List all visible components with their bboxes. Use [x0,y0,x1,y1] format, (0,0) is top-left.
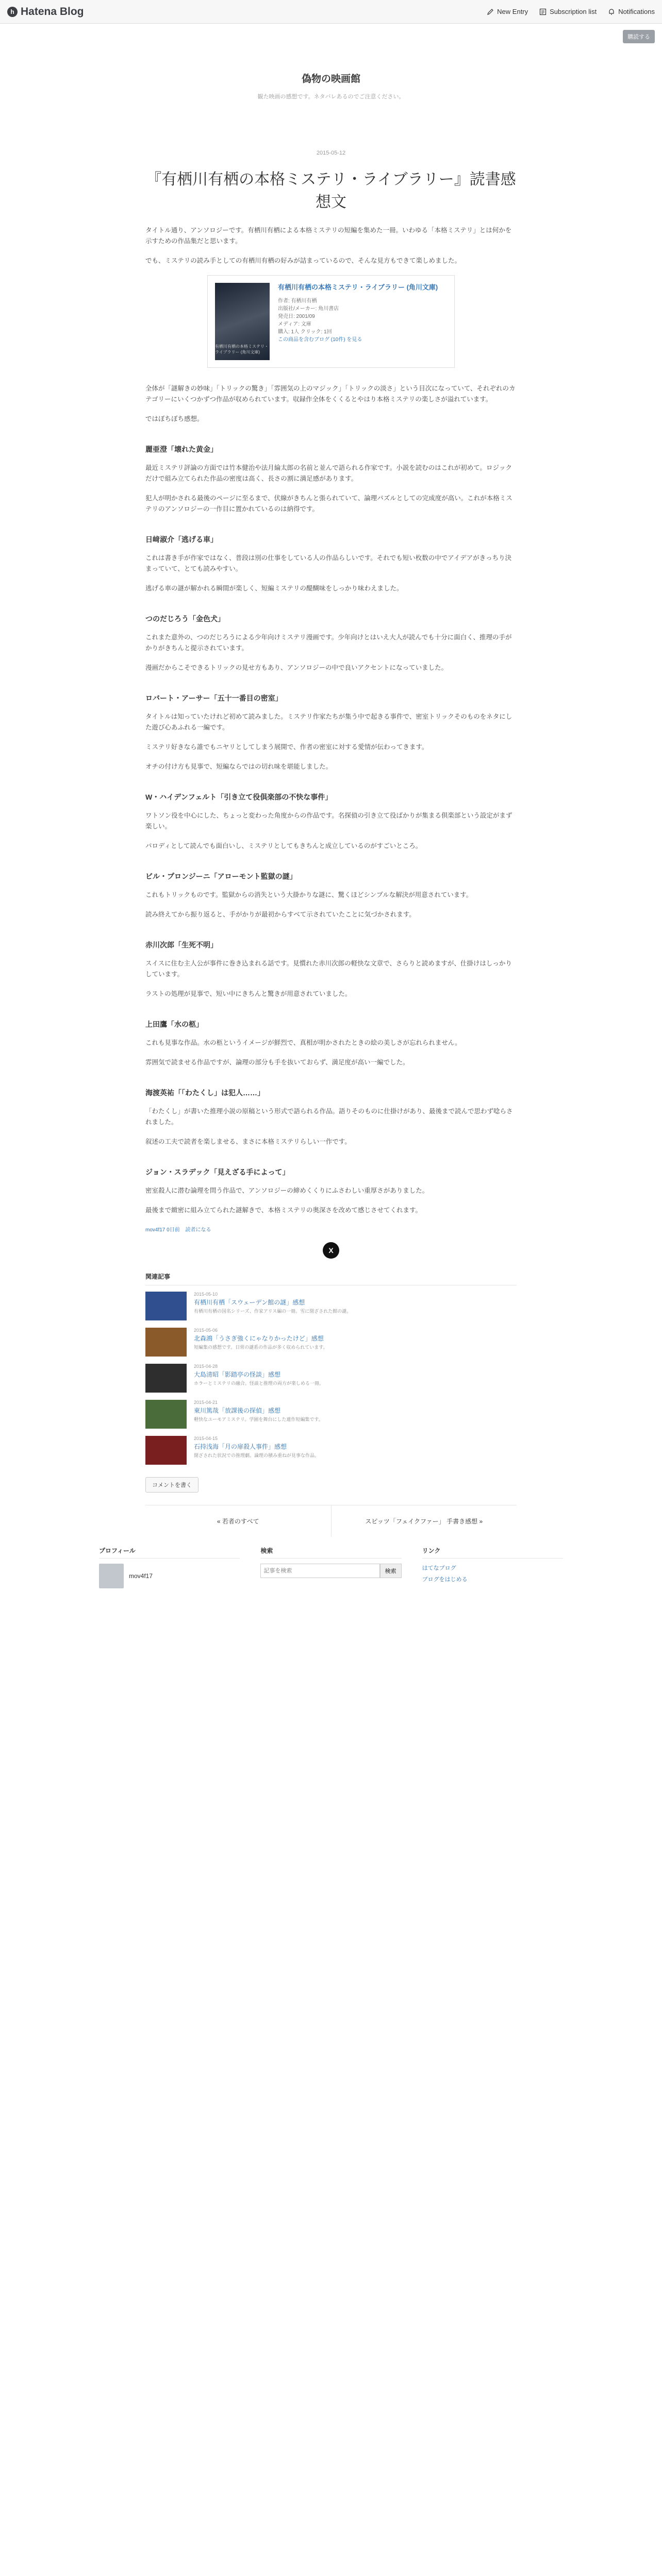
paragraph: これもトリックものです。監獄からの消失という大掛かりな謎に、驚くほどシンプルな解決が用意されています。 [145,891,473,899]
related-text [194,1400,323,1429]
related-excerpt: ホラーとミステリの融合。怪談と推理の両方が楽しめる一冊。 [194,1381,324,1386]
section-heading: 上田鷹「水の柩」 [145,1020,203,1028]
entry-after-card [145,383,517,425]
related-thumbnail[interactable] [145,1292,187,1320]
product-info [278,283,438,344]
search-input[interactable] [260,1564,379,1578]
product-detail-line: 作者: 有栖川有栖 [278,298,317,304]
paragraph: 最近ミステリ評論の方面では竹本健治や法月綸太郎の名前と並んで語られる作家です。小説を読むのはこれが初めて。ロジックだけで組み立てられた作品の密度は高く、長さの割に満足感があります。 [145,464,512,482]
paragraph: スイスに住む主人公が事件に巻き込まれる話です。見慣れた赤川次郎の軽快な文章で、さらりと読めますが、仕掛けはしっかりしています。 [145,960,512,978]
section-heading: 日﨑淑介「逃げる車」 [145,535,218,544]
paragraph: 読み終えてから振り返ると、手がかりが最初からすべて示されていたことに気づかされます。 [145,911,416,918]
search-module [260,1546,401,1588]
product-detail-line: 購入: 1人 クリック: 1回 [278,329,332,335]
section-heading: ロバート・アーサー「五十一番目の密室」 [145,694,283,702]
paragraph: 全体が「謎解きの妙味」「トリックの驚き」「雰囲気の上のマジック」「トリックの淡さ」という目次になっていて、それぞれのカテゴリーにいくつかずつ作品が収められています。収録作全体をくくるとやはり本格ミステリの楽しさが溢れています。 [145,385,516,403]
profile-module [99,1546,240,1588]
related-thumbnail[interactable] [145,1436,187,1465]
paragraph: 犯人が明かされる最後のページに至るまで、伏線がきちんと張られていて、論理パズルとしての完成度が高い。これが本格ミステリのアンソロジーの一作目に置かれているのは納得です。 [145,495,512,513]
related-title-link[interactable]: 東川篤哉「放課後の探偵」感想 [194,1407,281,1414]
paragraph: ラストの処理が見事で、短い中にきちんと驚きが用意されていました。 [145,990,352,997]
paragraph: これも見事な作品。水の柩というイメージが鮮烈で、真相が明かされたときの絵の美しさが忘れられません。 [145,1039,461,1046]
entry-date[interactable]: 2015-05-12 [316,150,346,156]
related-date: 2015-04-28 [194,1364,218,1369]
new-entry-button[interactable] [487,8,528,15]
paragraph: これは書き手が作家ではなく、普段は別の仕事をしている人の作品らしいです。それでも短い枚数の中でアイデアがきっちり決まっていて、とても読みやすい。 [145,554,512,572]
section-heading: ビル・プロンジーニ「アローモント監獄の謎」 [145,872,297,880]
new-entry-label: New Entry [497,8,528,15]
related-title-link[interactable]: 大島清昭「影踏亭の怪談」感想 [194,1371,281,1378]
entry-sections [145,444,517,1216]
related-excerpt: 短編集の感想です。日常の謎系の作品が多く収められています。 [194,1345,328,1350]
profile-username[interactable]: mov4f17 [129,1572,153,1580]
paragraph: タイトルは知っていたけれど初めて読みました。ミステリ作家たちが集う中で起きる事件で、密室トリックそのものをネタにした遊び心あふれる一編です。 [145,713,512,731]
related-title-link[interactable]: 北森鴻「うさぎ強くにゃなりかったけど」感想 [194,1335,324,1342]
notifications-label: Notifications [618,8,655,15]
related-date: 2015-05-06 [194,1328,218,1333]
related-item[interactable] [145,1436,517,1465]
book-cover-caption: 有栖川有栖の本格ミステリ・ライブラリー (角川文庫) [215,344,269,354]
links-heading: リンク [422,1546,563,1558]
related-text [194,1436,319,1465]
share-buttons [145,1242,517,1259]
hatena-logo-text: Hatena Blog [21,5,84,18]
profile-heading: プロフィール [99,1546,240,1558]
related-date: 2015-05-10 [194,1292,218,1297]
related-thumbnail[interactable] [145,1400,187,1429]
search-button[interactable]: 検索 [380,1564,402,1578]
section-heading: つのだじろう「金色犬」 [145,615,225,623]
subscription-list-button[interactable] [539,8,597,15]
become-reader-link[interactable]: 読者になる [185,1227,211,1233]
paragraph: パロディとして読んでも面白いし、ミステリとしてもきちんと成立しているのがすごいところ。 [145,842,422,850]
entry [145,150,517,1537]
related-text [194,1364,324,1393]
list-icon [539,8,547,15]
paragraph: 逃げる車の謎が解かれる瞬間が楽しく、短編ミステリの醍醐味をしっかり味わえました。 [145,585,403,592]
product-detail-line: 発売日: 2001/09 [278,314,315,319]
section-heading: 赤川次郎「生死不明」 [145,941,218,949]
paragraph: タイトル通り、アンソロジーです。有栖川有栖による本格ミステリの短編を集めた一冊。いわゆる「本格ミステリ」とは何かを示すための作品集だと思います。 [145,227,512,245]
product-detail-line: メディア: 文庫 [278,321,311,327]
section-heading: 麗亜澄「壊れた黄金」 [145,445,218,453]
related-title-link[interactable]: 有栖川有栖「スウェーデン館の謎」感想 [194,1299,305,1306]
global-nav [487,8,655,15]
blog-header [0,24,662,100]
start-blog-link[interactable]: ブログをはじめる [422,1577,468,1583]
subscription-label: Subscription list [550,8,597,15]
next-entry-link[interactable]: スピッツ「フェイクファー」 手書き感想 » [331,1505,517,1537]
related-title-link[interactable]: 石持浅海「月の扉殺人事件」感想 [194,1443,287,1450]
paragraph: オチの付け方も見事で、短編ならではの切れ味を堪能しました。 [145,763,333,770]
entry-footer-meta [145,1225,517,1233]
related-date: 2015-04-21 [194,1400,218,1405]
hatena-logo[interactable] [7,6,84,18]
product-card [207,275,455,368]
paragraph: ワトソン役を中心にした、ちょっと変わった角度からの作品です。名探偵の引き立て役ばかりが集まる倶楽部という設定がまず楽しい。 [145,812,512,830]
book-cover[interactable] [215,283,270,360]
paragraph: ではぼちぼち感想。 [145,415,204,422]
product-blog-link[interactable]: この商品を含むブログ (10件) を見る [278,337,362,343]
related-list [145,1292,517,1465]
entry-pager [145,1505,517,1537]
author-date-link[interactable]: mov4f17 0日前 [145,1227,180,1233]
related-excerpt: 閉ざされた状況での推理劇。論理の積み重ねが見事な作品。 [194,1453,320,1458]
x-share-icon[interactable]: X [323,1242,339,1259]
prev-entry-link[interactable]: « 若者のすべて [217,1518,259,1525]
related-thumbnail[interactable] [145,1364,187,1393]
related-text [194,1292,351,1320]
product-title-link[interactable]: 有栖川有栖の本格ミステリ・ライブラリー (角川文庫) [278,283,438,291]
paragraph: でも、ミステリの読み手としての有栖川有栖の好みが詰まっているので、そんな見方もできて楽しめました。 [145,257,461,264]
paragraph: これまた意外の、つのだじろうによる少年向けミステリ漫画です。少年向けとはいえ大人が読んでも十分に面白く、推理の手がかりがきちんと提示されています。 [145,634,512,652]
paragraph: 最後まで緻密に組み立てられた謎解きで、本格ミステリの奥深さを改めて感じさせてくれます。 [145,1207,422,1214]
entry-title[interactable]: 『有栖川有栖の本格ミステリ・ライブラリー』読書感想文 [146,171,516,211]
related-item[interactable] [145,1400,517,1429]
avatar[interactable] [99,1564,124,1588]
pencil-icon [487,8,494,15]
paragraph: ミステリ好きなら誰でもニヤリとしてしまう展開で、作者の密室に対する愛情が伝わってきます。 [145,743,428,751]
entry-intro [145,225,517,266]
section-heading: 海渡英祐「「わたくし」は犯人……」 [145,1089,264,1097]
paragraph: 密室殺人に潜む論理を問う作品で、アンソロジーの締めくくりにふさわしい重厚さがありました。 [145,1187,429,1194]
product-details [278,297,438,336]
related-item[interactable] [145,1292,517,1320]
hatena-logo-icon: h [7,7,18,17]
write-comment-button[interactable]: コメントを書く [145,1477,198,1493]
blog-title[interactable]: 偽物の映画館 [301,74,360,84]
paragraph: 漫画だからこそできるトリックの見せ方もあり、アンソロジーの中で良いアクセントになっていました。 [145,664,448,671]
related-item[interactable] [145,1328,517,1357]
links-module [422,1546,563,1588]
paragraph: 叙述の工夫で読者を楽しませる、まさに本格ミステリらしい一作です。 [145,1138,351,1145]
bell-icon [608,8,615,15]
notifications-button[interactable] [608,8,655,15]
related-item[interactable] [145,1364,517,1393]
paragraph: 雰囲気で読ませる作品ですが、論理の部分も手を抜いておらず、満足度が高い一編でした。 [145,1059,409,1066]
blog-description: 観た映画の感想です。ネタバレあるのでご注意ください。 [257,94,405,100]
related-excerpt: 軽快なユーモアミステリ。学園を舞台にした連作短編集です。 [194,1417,323,1422]
related-text [194,1328,328,1357]
hatena-blog-link[interactable]: はてなブログ [422,1565,456,1571]
product-detail-line: 出版社/メーカー: 角川書店 [278,306,339,312]
related-thumbnail[interactable] [145,1328,187,1357]
paragraph: 「わたくし」が書いた推理小説の原稿という形式で語られる作品。語りそのものに仕掛けがあり、最後まで読んで思わず唸らされました。 [145,1108,513,1126]
global-header [0,0,662,40]
footer-modules [99,1546,563,1588]
related-excerpt: 有栖川有栖の国名シリーズ、作家アリス編の一冊。雪に閉ざされた館の謎。 [194,1309,352,1314]
section-heading: W・ハイデンフェルト「引き立て役倶楽部の不快な事件」 [145,793,333,801]
related-heading: 関連記事 [145,1272,517,1285]
related-date: 2015-04-15 [194,1436,218,1441]
search-heading: 検索 [260,1546,401,1558]
subscribe-button[interactable]: 購読する [623,30,655,43]
section-heading: ジョン・スラデック「見えざる手によって」 [145,1168,290,1176]
